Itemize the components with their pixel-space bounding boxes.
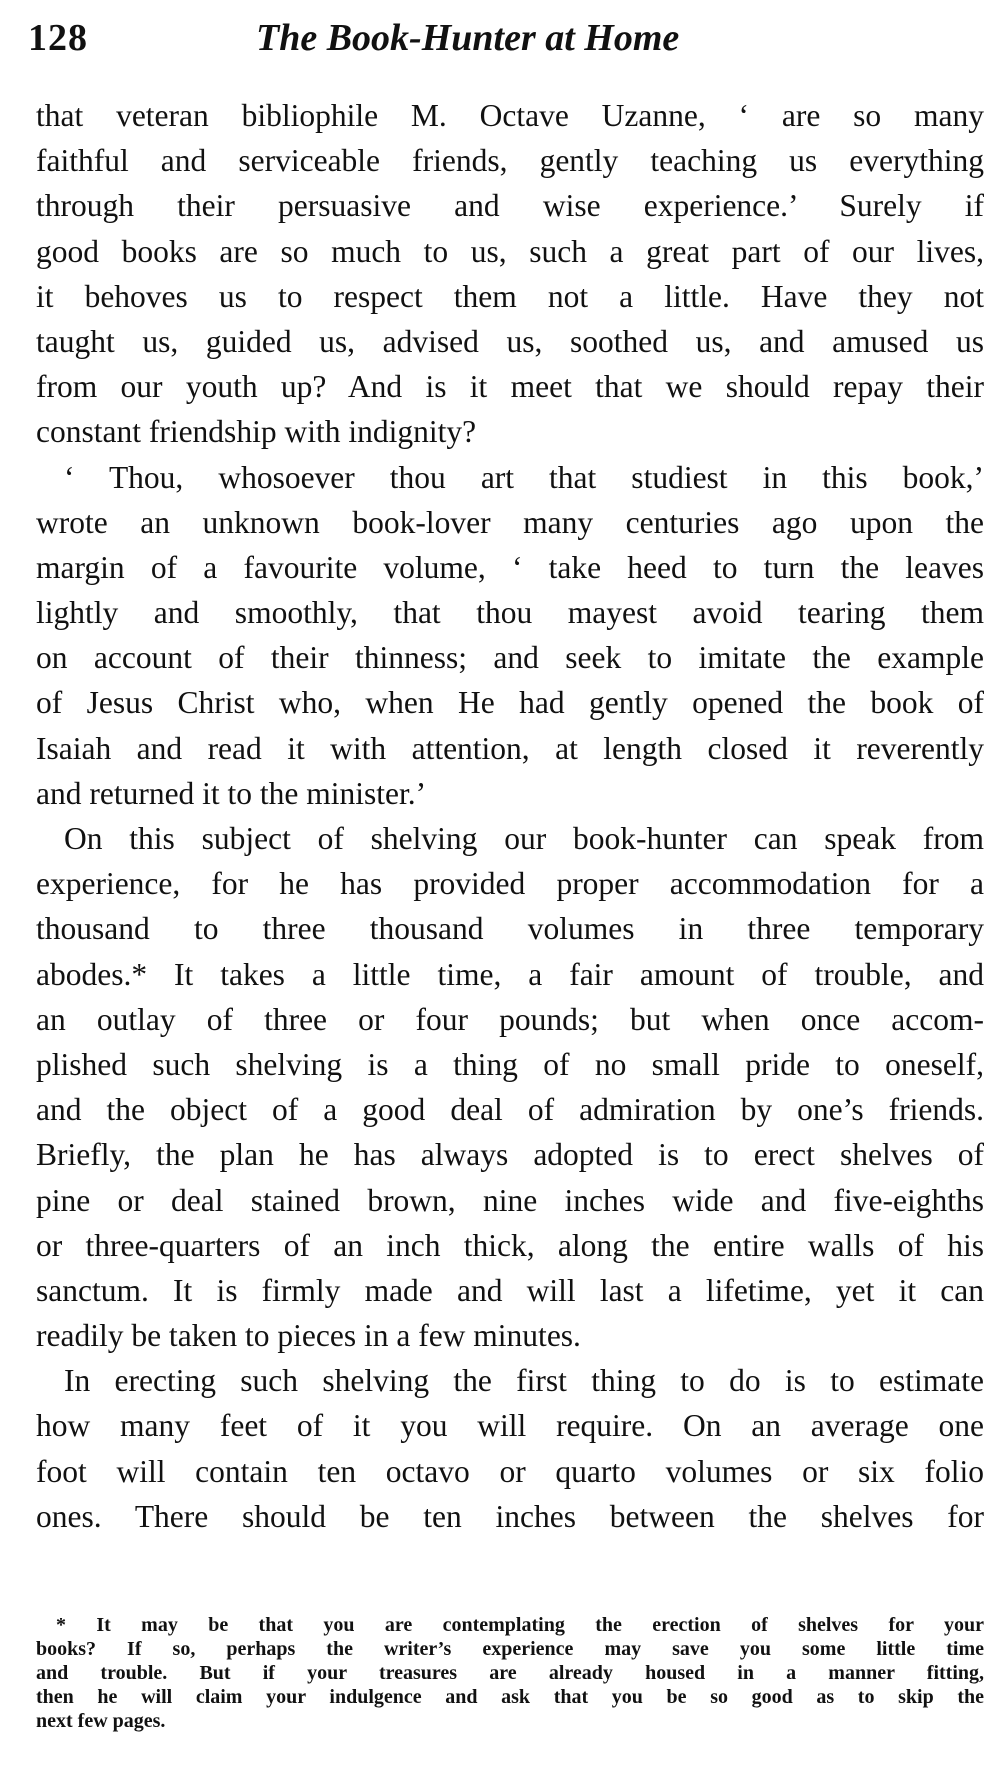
text-line: constant friendship with indignity? [36, 414, 477, 450]
footnote-line: then he will claim your indulgence and ask that you be so good as to skip the [36, 1686, 984, 1708]
text-line: Briefly, the plan he has always adopted is to erect shelves of [36, 1137, 984, 1173]
footnote-line: next few pages. [36, 1710, 166, 1732]
page-number: 128 [28, 17, 88, 59]
text-line: that veteran bibliophile M. Octave Uzanne, ‘ are so many [36, 98, 984, 133]
text-line: how many feet of it you will require. On an average one [36, 1408, 984, 1444]
text-line: experience, for he has provided proper accommodation for a [36, 866, 984, 902]
text-line: on account of their thinness; and seek to imitate the example [36, 640, 984, 676]
text-line: an outlay of three or four pounds; but when once accom- [36, 1001, 984, 1037]
text-line: ones. There should be ten inches between the shelves for [36, 1498, 984, 1534]
main-text [36, 93, 984, 1539]
text-line: plished such shelving is a thing of no small pride to oneself, [36, 1046, 984, 1082]
footnote-line: and trouble. But if your treasures are already housed in a manner fitting, [36, 1662, 984, 1684]
footnote [36, 1613, 984, 1733]
text-line: from our youth up? And is it meet that we should repay their [36, 369, 984, 405]
text-line: and the object of a good deal of admiration by one’s friends. [36, 1092, 984, 1128]
text-line: foot will contain ten octavo or quarto volumes or six folio [36, 1453, 984, 1489]
text-line: good books are so much to us, such a great part of our lives, [36, 233, 984, 269]
text-line: abodes.* It takes a little time, a fair amount of trouble, and [36, 956, 984, 992]
page-header [28, 16, 968, 66]
text-line: On this subject of shelving our book-hunter can speak from [64, 821, 984, 856]
text-line: it behoves us to respect them not a little. Have they not [36, 278, 984, 314]
footnote-line: books? If so, perhaps the writer’s experience may save you some little time [36, 1638, 984, 1660]
text-line: In erecting such shelving the first thing to do is to estimate [64, 1363, 984, 1399]
text-line: Isaiah and read it with attention, at length closed it reverently [36, 730, 984, 766]
text-line: thousand to three thousand volumes in three temporary [36, 911, 984, 947]
text-line: readily be taken to pieces in a few minutes. [36, 1318, 581, 1354]
text-line: ‘ Thou, whosoever thou art that studiest in this book,’ [64, 459, 984, 495]
text-line: sanctum. It is firmly made and will last a lifetime, yet it can [36, 1272, 984, 1308]
text-line: or three-quarters of an inch thick, along the entire walls of his [36, 1227, 984, 1263]
text-line: faithful and serviceable friends, gently teaching us everything [36, 143, 984, 179]
text-line: margin of a favourite volume, ‘ take heed to turn the leaves [36, 549, 984, 585]
text-line: lightly and smoothly, that thou mayest avoid tearing them [36, 595, 984, 631]
text-line: and returned it to the minister.’ [36, 775, 427, 811]
running-title: The Book-Hunter at Home [256, 17, 680, 59]
text-line: of Jesus Christ who, when He had gently opened the book of [36, 685, 984, 721]
text-line: wrote an unknown book-lover many centuries ago upon the [36, 504, 984, 540]
footnote-line: * It may be that you are contemplating the erection of shelves for your [56, 1614, 984, 1636]
text-line: through their persuasive and wise experience.’ Surely if [36, 188, 984, 224]
text-line: taught us, guided us, advised us, soothed us, and amused us [36, 323, 984, 359]
text-line: pine or deal stained brown, nine inches wide and five-eighths [36, 1182, 984, 1218]
